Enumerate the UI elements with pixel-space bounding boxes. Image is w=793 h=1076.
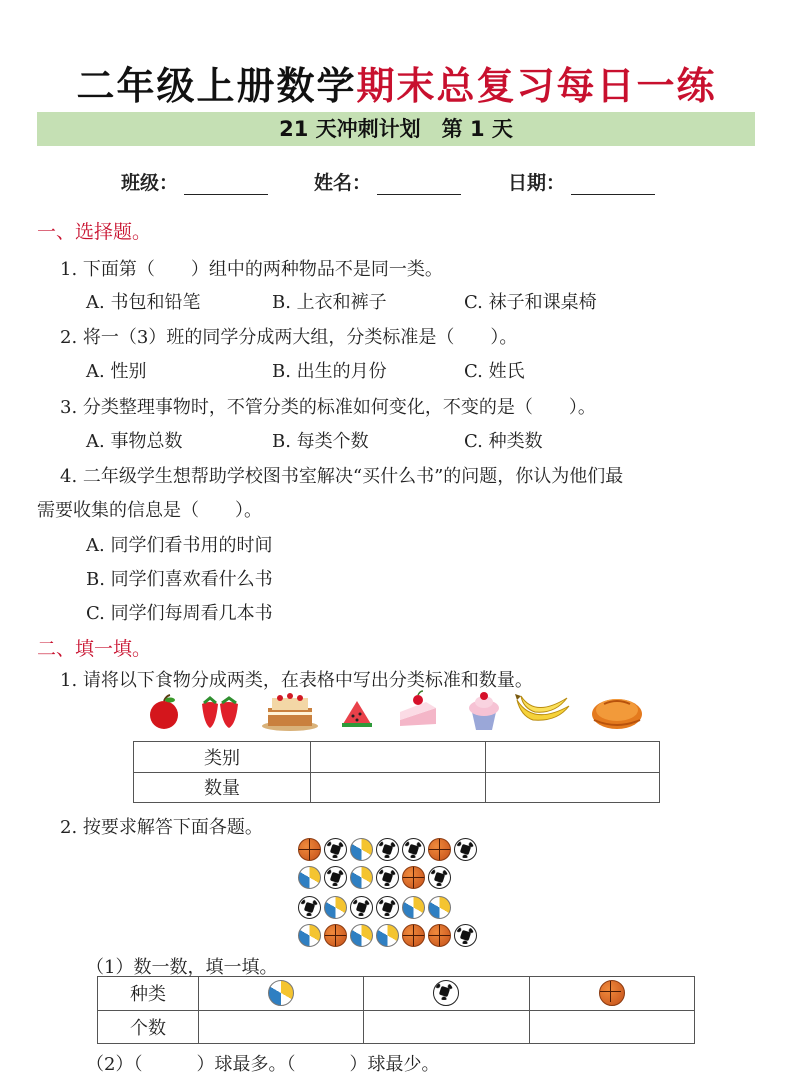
q3-option-b: B. 每类个数 xyxy=(272,431,369,452)
soccer-ball-icon xyxy=(428,866,451,889)
table-row xyxy=(98,1010,695,1044)
class-label: 班级： xyxy=(121,172,179,194)
category-header: 类别 xyxy=(134,742,311,773)
ball-count-table xyxy=(97,976,695,1044)
soccer-ball-icon xyxy=(324,838,347,861)
sub-question-2: （2）（ ）球最多。（ ）球最少。 xyxy=(86,1054,440,1075)
fill-question-2: 2. 按要求解答下面各题。 xyxy=(60,817,263,838)
section1-heading: 一、选择题。 xyxy=(37,221,152,243)
volleyball-icon xyxy=(428,896,451,919)
basketball-icon xyxy=(599,980,625,1006)
type-header: 种类 xyxy=(98,977,199,1011)
table-row xyxy=(98,977,695,1011)
soccer-ball-icon xyxy=(324,866,347,889)
page-title xyxy=(0,55,793,110)
watermelon-icon xyxy=(340,698,374,730)
bread-icon xyxy=(590,690,644,732)
q2-option-b: B. 出生的月份 xyxy=(272,361,387,382)
table-cell xyxy=(529,977,694,1011)
section2-heading: 二、填一填。 xyxy=(37,638,152,660)
table-cell xyxy=(364,977,529,1011)
question-4-line2: 需要收集的信息是（ ）。 xyxy=(37,500,262,521)
soccer-ball-icon xyxy=(350,896,373,919)
table-cell[interactable] xyxy=(311,772,486,803)
table-cell[interactable] xyxy=(485,772,660,803)
volleyball-icon xyxy=(402,896,425,919)
soccer-ball-icon xyxy=(298,896,321,919)
volleyball-icon xyxy=(324,896,347,919)
question-4-line1: 4. 二年级学生想帮助学校图书室解决“买什么书”的问题，你认为他们最 xyxy=(60,466,624,487)
sub-question-1: （1）数一数，填一填。 xyxy=(86,957,278,978)
q1-option-b: B. 上衣和裤子 xyxy=(272,292,387,313)
volleyball-icon xyxy=(350,924,373,947)
soccer-ball-icon xyxy=(376,866,399,889)
soccer-ball-icon xyxy=(454,838,477,861)
ball-row xyxy=(298,866,454,892)
volleyball-icon xyxy=(350,866,373,889)
soccer-ball-icon xyxy=(402,838,425,861)
question-1: 1. 下面第（ ）组中的两种物品不是同一类。 xyxy=(60,259,443,280)
q2-option-c: C. 姓氏 xyxy=(464,361,525,382)
question-2: 2. 将一（3）班的同学分成两大组，分类标准是（ ）。 xyxy=(60,327,518,348)
basketball-icon xyxy=(324,924,347,947)
table-cell[interactable] xyxy=(529,1010,694,1044)
food-classification-table xyxy=(133,741,660,803)
ball-row xyxy=(298,924,480,950)
strawberry-icon xyxy=(196,694,244,730)
fill-question-1: 1. 请将以下食物分成两类，在表格中写出分类标准和数量。 xyxy=(60,670,533,691)
ball-row xyxy=(298,896,454,922)
soccer-ball-icon xyxy=(376,896,399,919)
volleyball-icon xyxy=(376,924,399,947)
cake-icon xyxy=(260,688,320,732)
class-field xyxy=(121,168,268,195)
cupcake-icon xyxy=(464,690,504,732)
table-cell[interactable] xyxy=(199,1010,364,1044)
q1-option-a: A. 书包和铅笔 xyxy=(86,292,201,313)
q2-option-a: A. 性别 xyxy=(86,361,147,382)
table-cell[interactable] xyxy=(311,742,486,773)
basketball-icon xyxy=(298,838,321,861)
apple-icon xyxy=(144,694,184,730)
class-blank[interactable] xyxy=(184,174,268,195)
q3-option-a: A. 事物总数 xyxy=(86,431,183,452)
question-3: 3. 分类整理事物时，不管分类的标准如何变化，不变的是（ ）。 xyxy=(60,397,596,418)
volleyball-icon xyxy=(298,866,321,889)
q4-option-c: C. 同学们每周看几本书 xyxy=(86,603,273,624)
table-row xyxy=(134,742,660,773)
cake-slice-icon xyxy=(396,690,440,730)
ball-row xyxy=(298,838,480,864)
count-header: 个数 xyxy=(98,1010,199,1044)
basketball-icon xyxy=(402,866,425,889)
date-blank[interactable] xyxy=(571,174,655,195)
basketball-icon xyxy=(428,924,451,947)
q4-option-a: A. 同学们看书用的时间 xyxy=(86,535,273,556)
table-cell[interactable] xyxy=(364,1010,529,1044)
date-field xyxy=(508,168,655,195)
soccer-ball-icon xyxy=(376,838,399,861)
basketball-icon xyxy=(428,838,451,861)
q1-option-c: C. 袜子和课桌椅 xyxy=(464,292,597,313)
basketball-icon xyxy=(402,924,425,947)
table-cell[interactable] xyxy=(485,742,660,773)
banana-icon xyxy=(513,688,573,732)
soccer-ball-icon xyxy=(454,924,477,947)
volleyball-icon xyxy=(298,924,321,947)
name-blank[interactable] xyxy=(377,174,461,195)
volleyball-icon xyxy=(268,980,294,1006)
name-field xyxy=(314,168,461,195)
volleyball-icon xyxy=(350,838,373,861)
quantity-header: 数量 xyxy=(134,772,311,803)
soccer-ball-icon xyxy=(433,980,459,1006)
title-black: 二年级上册数学 xyxy=(76,64,357,108)
table-cell xyxy=(199,977,364,1011)
title-red: 期末总复习每日一练 xyxy=(356,64,717,108)
plan-banner: 21 天冲刺计划 第 1 天 xyxy=(37,112,755,146)
q4-option-b: B. 同学们喜欢看什么书 xyxy=(86,569,273,590)
q3-option-c: C. 种类数 xyxy=(464,431,543,452)
table-row xyxy=(134,772,660,803)
name-label: 姓名： xyxy=(314,172,372,194)
date-label: 日期： xyxy=(508,172,566,194)
